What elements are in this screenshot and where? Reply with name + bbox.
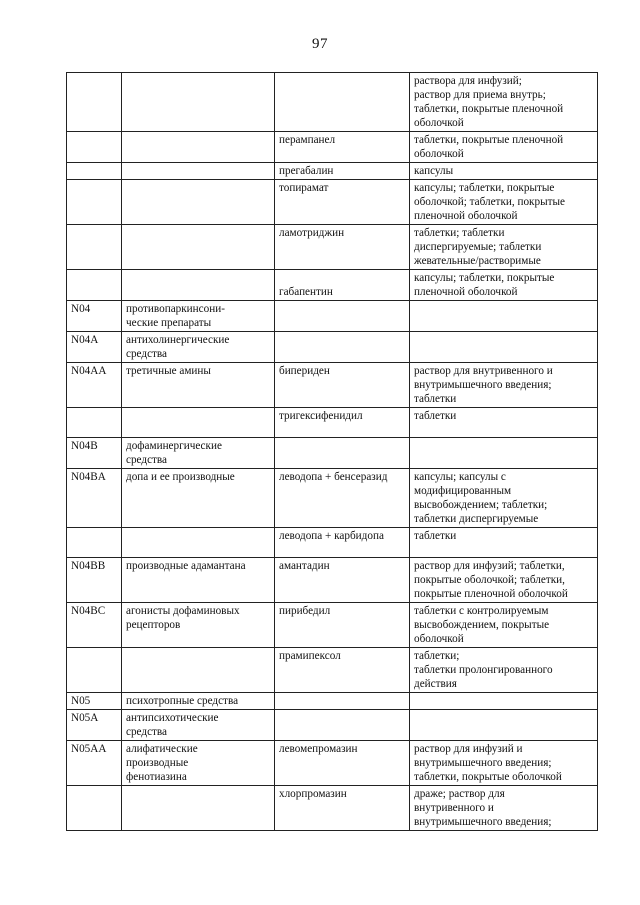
cell-forms [410, 438, 598, 469]
cell-code [67, 603, 122, 648]
cell-forms [410, 469, 598, 528]
cell-group [122, 408, 275, 438]
cell-group [122, 332, 275, 363]
drug-text: леводопа + карбидопа [279, 530, 384, 542]
cell-group [122, 710, 275, 741]
cell-group [122, 438, 275, 469]
cell-drug [275, 741, 410, 786]
cell-drug [275, 786, 410, 831]
cell-forms [410, 603, 598, 648]
table-row [67, 786, 598, 831]
table-row [67, 528, 598, 558]
cell-drug [275, 180, 410, 225]
cell-code [67, 786, 122, 831]
cell-group [122, 741, 275, 786]
cell-drug [275, 73, 410, 132]
drug-text: хлорпромазин [279, 788, 347, 800]
cell-drug [275, 332, 410, 363]
cell-forms [410, 332, 598, 363]
table-row [67, 332, 598, 363]
table-row [67, 438, 598, 469]
forms-text: капсулы; таблетки, покрытые оболочкой; таблетки, покрытые пленочной оболочкой [414, 182, 565, 222]
cell-drug [275, 603, 410, 648]
cell-drug [275, 225, 410, 270]
cell-code [67, 528, 122, 558]
forms-text: капсулы [414, 165, 454, 177]
forms-text: раствора для инфузий; раствор для приема внутрь; таблетки, покрытые пленочной оболочкой [414, 75, 564, 129]
cell-forms [410, 648, 598, 693]
cell-group [122, 648, 275, 693]
cell-drug [275, 438, 410, 469]
drug-text: прегабалин [279, 165, 334, 177]
cell-group [122, 270, 275, 301]
cell-group [122, 363, 275, 408]
cell-code [67, 73, 122, 132]
table-row [67, 693, 598, 710]
cell-forms [410, 558, 598, 603]
drug-text: перампанел [279, 134, 336, 146]
table-row [67, 741, 598, 786]
cell-group [122, 180, 275, 225]
drug-text: пирибедил [279, 605, 331, 617]
code-text: N05A [71, 712, 99, 724]
group-text: дофаминергические средства [126, 440, 222, 466]
forms-text: раствор для внутривенного и внутримышечного введения; таблетки [414, 365, 553, 405]
cell-forms [410, 163, 598, 180]
drug-classification-table [66, 72, 598, 831]
forms-text: таблетки; таблетки пролонгированного действия [414, 650, 553, 690]
cell-forms [410, 225, 598, 270]
table-row [67, 270, 598, 301]
cell-drug [275, 363, 410, 408]
code-text: N04AA [71, 365, 107, 377]
forms-text: таблетки [414, 410, 457, 422]
code-text: N04B [71, 440, 98, 452]
forms-text: таблетки, покрытые пленочной оболочкой [414, 134, 564, 160]
table-row [67, 73, 598, 132]
table-row [67, 301, 598, 332]
group-text: допа и ее производные [126, 471, 235, 483]
table-row [67, 163, 598, 180]
cell-forms [410, 73, 598, 132]
cell-code [67, 648, 122, 693]
code-text: N05 [71, 695, 91, 707]
cell-forms [410, 741, 598, 786]
cell-code [67, 693, 122, 710]
table-row [67, 225, 598, 270]
forms-text: таблетки с контролируемым высвобождением, покрытые оболочкой [414, 605, 550, 645]
cell-group [122, 469, 275, 528]
group-text: производные адамантана [126, 560, 246, 572]
table-row [67, 603, 598, 648]
drug-text: ламотриджин [279, 227, 345, 239]
drug-text: бипериден [279, 365, 330, 377]
group-text: антипсихотические средства [126, 712, 219, 738]
cell-forms [410, 270, 598, 301]
code-text: N05AA [71, 743, 107, 755]
forms-text: таблетки; таблетки диспергируемые; таблетки жевательные/растворимые [414, 227, 542, 267]
cell-group [122, 163, 275, 180]
code-text: N04 [71, 303, 91, 315]
cell-drug [275, 163, 410, 180]
code-text: N04A [71, 334, 99, 346]
cell-drug [275, 710, 410, 741]
cell-forms [410, 301, 598, 332]
table-row [67, 408, 598, 438]
cell-forms [410, 693, 598, 710]
group-text: антихолинергические средства [126, 334, 230, 360]
page-number: 97 [312, 36, 328, 52]
cell-group [122, 603, 275, 648]
cell-code [67, 163, 122, 180]
drug-text: топирамат [279, 182, 329, 194]
drug-text: левомепромазин [279, 743, 358, 755]
cell-drug [275, 301, 410, 332]
cell-code [67, 180, 122, 225]
drug-text: амантадин [279, 560, 330, 572]
group-text: третичные амины [126, 365, 211, 377]
forms-text: капсулы; капсулы с модифицированным высвобождением; таблетки; таблетки диспергируемые [414, 471, 548, 525]
cell-group [122, 301, 275, 332]
cell-code [67, 132, 122, 163]
cell-forms [410, 408, 598, 438]
cell-group [122, 528, 275, 558]
cell-forms [410, 132, 598, 163]
table-row [67, 710, 598, 741]
cell-code [67, 332, 122, 363]
cell-code [67, 558, 122, 603]
forms-text: раствор для инфузий и внутримышечного введения; таблетки, покрытые оболочкой [414, 743, 562, 783]
cell-drug [275, 693, 410, 710]
cell-group [122, 73, 275, 132]
drug-text: леводопа + бенсеразид [279, 471, 388, 483]
cell-group [122, 225, 275, 270]
cell-drug [275, 132, 410, 163]
cell-code [67, 469, 122, 528]
drug-text: габапентин [279, 286, 333, 298]
drug-text: тригексифенидил [279, 410, 363, 422]
cell-code [67, 438, 122, 469]
cell-drug [275, 648, 410, 693]
table-row [67, 558, 598, 603]
table-row [67, 363, 598, 408]
cell-forms [410, 786, 598, 831]
cell-group [122, 132, 275, 163]
cell-group [122, 693, 275, 710]
cell-group [122, 558, 275, 603]
cell-code [67, 270, 122, 301]
code-text: N04BB [71, 560, 106, 572]
cell-drug [275, 558, 410, 603]
group-text: противопаркинсони- ческие препараты [126, 303, 225, 329]
cell-code [67, 710, 122, 741]
code-text: N04BA [71, 471, 106, 483]
cell-drug [275, 469, 410, 528]
table-row [67, 648, 598, 693]
cell-forms [410, 363, 598, 408]
cell-code [67, 301, 122, 332]
cell-group [122, 786, 275, 831]
cell-forms [410, 710, 598, 741]
group-text: алифатические производные фенотиазина [126, 743, 198, 783]
table-row [67, 180, 598, 225]
forms-text: раствор для инфузий; таблетки, покрытые оболочкой; таблетки, покрытые пленочной оболочкой [414, 560, 568, 600]
forms-text: драже; раствор для внутривенного и внутримышечного введения; [414, 788, 552, 828]
cell-drug [275, 270, 410, 301]
cell-code [67, 225, 122, 270]
drug-text: прамипексол [279, 650, 341, 662]
forms-text: капсулы; таблетки, покрытые пленочной оболочкой [414, 272, 555, 298]
table-row [67, 469, 598, 528]
table-row [67, 132, 598, 163]
cell-code [67, 741, 122, 786]
cell-drug [275, 408, 410, 438]
forms-text: таблетки [414, 530, 457, 542]
code-text: N04BC [71, 605, 106, 617]
cell-code [67, 363, 122, 408]
cell-drug [275, 528, 410, 558]
group-text: агонисты дофаминовых рецепторов [126, 605, 240, 631]
cell-code [67, 408, 122, 438]
cell-forms [410, 180, 598, 225]
group-text: психотропные средства [126, 695, 239, 707]
cell-forms [410, 528, 598, 558]
